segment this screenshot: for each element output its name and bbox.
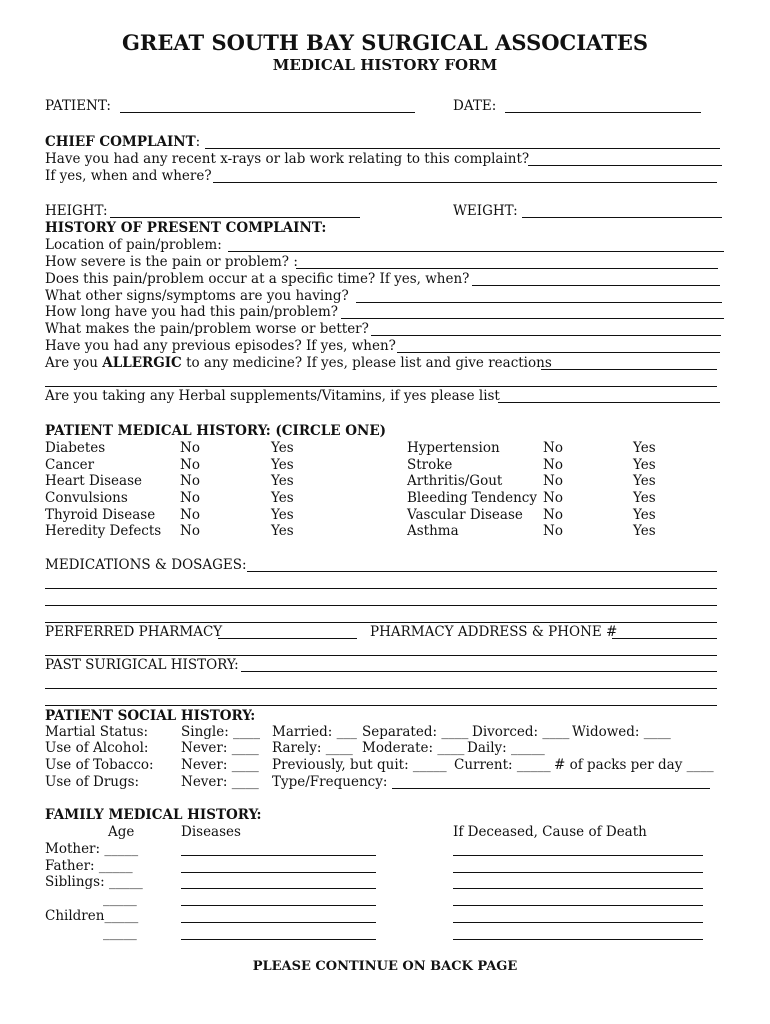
father-diseases-field[interactable] bbox=[181, 872, 376, 873]
no-option[interactable]: No bbox=[180, 490, 200, 506]
alcohol-label: Use of Alcohol: bbox=[45, 740, 149, 756]
timing-question: Does this pain/problem occur at a specific time? If yes, when? bbox=[45, 271, 470, 287]
patient-label: PATIENT: bbox=[45, 98, 111, 114]
pharmacy-address-label: PHARMACY ADDRESS & PHONE # bbox=[370, 624, 618, 640]
allergy-field[interactable] bbox=[541, 369, 717, 370]
when-where-field[interactable] bbox=[213, 182, 717, 183]
packs-per-day-field[interactable]: # of packs per day ____ bbox=[554, 757, 714, 773]
medications-field-line[interactable] bbox=[45, 588, 717, 589]
allergy-field-line-2[interactable] bbox=[45, 386, 717, 387]
present-complaint-heading: HISTORY OF PRESENT COMPLAINT: bbox=[45, 220, 327, 236]
siblings-age-field[interactable]: Siblings: _____ bbox=[45, 874, 143, 890]
alcohol-daily-option[interactable]: Daily: _____ bbox=[467, 740, 545, 756]
medications-label: MEDICATIONS & DOSAGES: bbox=[45, 557, 247, 573]
worse-better-field[interactable] bbox=[371, 335, 721, 336]
yes-option[interactable]: Yes bbox=[271, 507, 294, 523]
condition-label: Heart Disease bbox=[45, 473, 143, 489]
siblings-diseases-field[interactable] bbox=[181, 888, 376, 889]
form-subtitle: MEDICAL HISTORY FORM bbox=[272, 56, 498, 74]
no-option[interactable]: No bbox=[543, 457, 563, 473]
no-option[interactable]: No bbox=[180, 440, 200, 456]
surgical-history-field[interactable] bbox=[241, 671, 717, 672]
yes-option[interactable]: Yes bbox=[633, 523, 656, 539]
children-diseases-field-2[interactable] bbox=[181, 939, 376, 940]
no-option[interactable]: No bbox=[543, 440, 563, 456]
no-option[interactable]: No bbox=[180, 523, 200, 539]
yes-option[interactable]: Yes bbox=[633, 473, 656, 489]
yes-option[interactable]: Yes bbox=[271, 440, 294, 456]
children-cause-of-death-field-2[interactable] bbox=[453, 939, 703, 940]
mother-age-field[interactable]: Mother: _____ bbox=[45, 841, 139, 857]
when-where-question: If yes, when and where? bbox=[45, 168, 212, 184]
drugs-label: Use of Drugs: bbox=[45, 774, 140, 790]
alcohol-rarely-option[interactable]: Rarely: ____ bbox=[272, 740, 353, 756]
mother-cause-of-death-field[interactable] bbox=[453, 855, 703, 856]
single-option[interactable]: Single: ____ bbox=[181, 724, 261, 740]
xray-question: Have you had any recent x-rays or lab work relating to this complaint? bbox=[45, 151, 530, 167]
date-field[interactable] bbox=[505, 112, 701, 113]
children-cause-of-death-field[interactable] bbox=[453, 922, 703, 923]
separated-option[interactable]: Separated: ____ bbox=[362, 724, 469, 740]
pharmacy-field[interactable] bbox=[218, 638, 357, 639]
condition-label: Diabetes bbox=[45, 440, 106, 456]
location-field[interactable] bbox=[228, 251, 724, 252]
siblings-cause-of-death-field-2[interactable] bbox=[453, 905, 703, 906]
drugs-never-option[interactable]: Never: ____ bbox=[181, 774, 259, 790]
weight-field[interactable] bbox=[522, 217, 722, 218]
location-question: Location of pain/problem: bbox=[45, 237, 222, 253]
patient-field[interactable] bbox=[120, 112, 415, 113]
herbal-question: Are you taking any Herbal supplements/Vitamins, if yes please list bbox=[45, 388, 500, 404]
family-history-heading: FAMILY MEDICAL HISTORY: bbox=[45, 807, 262, 823]
no-option[interactable]: No bbox=[180, 473, 200, 489]
medications-field-line[interactable] bbox=[45, 622, 717, 623]
father-cause-of-death-field[interactable] bbox=[453, 872, 703, 873]
cause-of-death-column-header: If Deceased, Cause of Death bbox=[453, 824, 647, 840]
weight-label: WEIGHT: bbox=[453, 203, 518, 219]
medications-field[interactable] bbox=[247, 571, 717, 572]
timing-field[interactable] bbox=[472, 285, 720, 286]
episodes-question: Have you had any previous episodes? If yes, when? bbox=[45, 338, 396, 354]
condition-label: Asthma bbox=[407, 523, 459, 539]
surgical-history-label: PAST SURIGICAL HISTORY: bbox=[45, 657, 239, 673]
father-age-field[interactable]: Father: _____ bbox=[45, 858, 133, 874]
yes-option[interactable]: Yes bbox=[271, 523, 294, 539]
yes-option[interactable]: Yes bbox=[633, 457, 656, 473]
tobacco-current-option[interactable]: Current: _____ bbox=[454, 757, 551, 773]
diseases-column-header: Diseases bbox=[181, 824, 241, 840]
duration-field[interactable] bbox=[341, 318, 724, 319]
siblings-age-field-2[interactable]: _____ bbox=[103, 891, 137, 907]
allergy-question: Are you ALLERGIC to any medicine? If yes, please list and give reactions bbox=[45, 355, 552, 371]
no-option[interactable]: No bbox=[543, 473, 563, 489]
no-option[interactable]: No bbox=[180, 457, 200, 473]
type-frequency-field[interactable] bbox=[392, 788, 710, 789]
children-age-field[interactable]: Children_____ bbox=[45, 908, 139, 924]
medical-history-heading: PATIENT MEDICAL HISTORY: (CIRCLE ONE) bbox=[45, 423, 387, 439]
herbal-field[interactable] bbox=[498, 402, 720, 403]
height-field[interactable] bbox=[110, 217, 360, 218]
severity-question: How severe is the pain or problem? : bbox=[45, 254, 298, 270]
surgical-history-field-line[interactable] bbox=[45, 705, 717, 706]
age-column-header: Age bbox=[108, 824, 135, 840]
widowed-option[interactable]: Widowed: ____ bbox=[572, 724, 671, 740]
continue-footer: PLEASE CONTINUE ON BACK PAGE bbox=[252, 959, 518, 974]
social-history-heading: PATIENT SOCIAL HISTORY: bbox=[45, 708, 256, 724]
alcohol-moderate-option[interactable]: Moderate: ____ bbox=[362, 740, 465, 756]
type-frequency-label: Type/Frequency: bbox=[272, 774, 388, 790]
height-label: HEIGHT: bbox=[45, 203, 108, 219]
condition-label: Thyroid Disease bbox=[45, 507, 156, 523]
tobacco-never-option[interactable]: Never: ____ bbox=[181, 757, 259, 773]
symptoms-field[interactable] bbox=[356, 302, 722, 303]
duration-question: How long have you had this pain/problem? bbox=[45, 304, 339, 320]
siblings-cause-of-death-field[interactable] bbox=[453, 888, 703, 889]
no-option[interactable]: No bbox=[543, 507, 563, 523]
tobacco-label: Use of Tobacco: bbox=[45, 757, 154, 773]
tobacco-quit-option[interactable]: Previously, but quit: _____ bbox=[272, 757, 447, 773]
no-option[interactable]: No bbox=[543, 523, 563, 539]
xray-field[interactable] bbox=[528, 165, 722, 166]
yes-option[interactable]: Yes bbox=[271, 473, 294, 489]
condition-label: Hypertension bbox=[407, 440, 500, 456]
no-option[interactable]: No bbox=[180, 507, 200, 523]
condition-label: Cancer bbox=[45, 457, 95, 473]
condition-label: Arthritis/Gout bbox=[407, 473, 503, 489]
pharmacy-address-field[interactable] bbox=[612, 638, 717, 639]
yes-option[interactable]: Yes bbox=[633, 440, 656, 456]
medications-field-line[interactable] bbox=[45, 605, 717, 606]
yes-option[interactable]: Yes bbox=[271, 490, 294, 506]
divorced-option[interactable]: Divorced: ____ bbox=[472, 724, 570, 740]
episodes-field[interactable] bbox=[397, 352, 720, 353]
condition-label: Stroke bbox=[407, 457, 453, 473]
form-title: GREAT SOUTH BAY SURGICAL ASSOCIATES bbox=[121, 30, 649, 55]
yes-option[interactable]: Yes bbox=[633, 507, 656, 523]
alcohol-never-option[interactable]: Never: ____ bbox=[181, 740, 259, 756]
marital-status-label: Martial Status: bbox=[45, 724, 149, 740]
pharmacy-address-field-line[interactable] bbox=[45, 655, 717, 656]
condition-label: Convulsions bbox=[45, 490, 128, 506]
symptoms-question: What other signs/symptoms are you having? bbox=[45, 288, 349, 304]
condition-label: Vascular Disease bbox=[407, 507, 523, 523]
children-age-field-2[interactable]: _____ bbox=[103, 925, 137, 941]
married-option[interactable]: Married: ___ bbox=[272, 724, 357, 740]
siblings-diseases-field-2[interactable] bbox=[181, 905, 376, 906]
condition-label: Bleeding Tendency bbox=[407, 490, 537, 506]
children-diseases-field[interactable] bbox=[181, 922, 376, 923]
date-label: DATE: bbox=[453, 98, 497, 114]
no-option[interactable]: No bbox=[543, 490, 563, 506]
condition-label: Heredity Defects bbox=[45, 523, 162, 539]
surgical-history-field-line[interactable] bbox=[45, 688, 717, 689]
mother-diseases-field[interactable] bbox=[181, 855, 376, 856]
worse-better-question: What makes the pain/problem worse or better? bbox=[45, 321, 369, 337]
yes-option[interactable]: Yes bbox=[633, 490, 656, 506]
chief-complaint-label: CHIEF COMPLAINT: bbox=[45, 134, 201, 150]
chief-complaint-field[interactable] bbox=[205, 148, 720, 149]
pharmacy-label: PERFERRED PHARMACY bbox=[45, 624, 223, 640]
yes-option[interactable]: Yes bbox=[271, 457, 294, 473]
severity-field[interactable] bbox=[296, 268, 718, 269]
